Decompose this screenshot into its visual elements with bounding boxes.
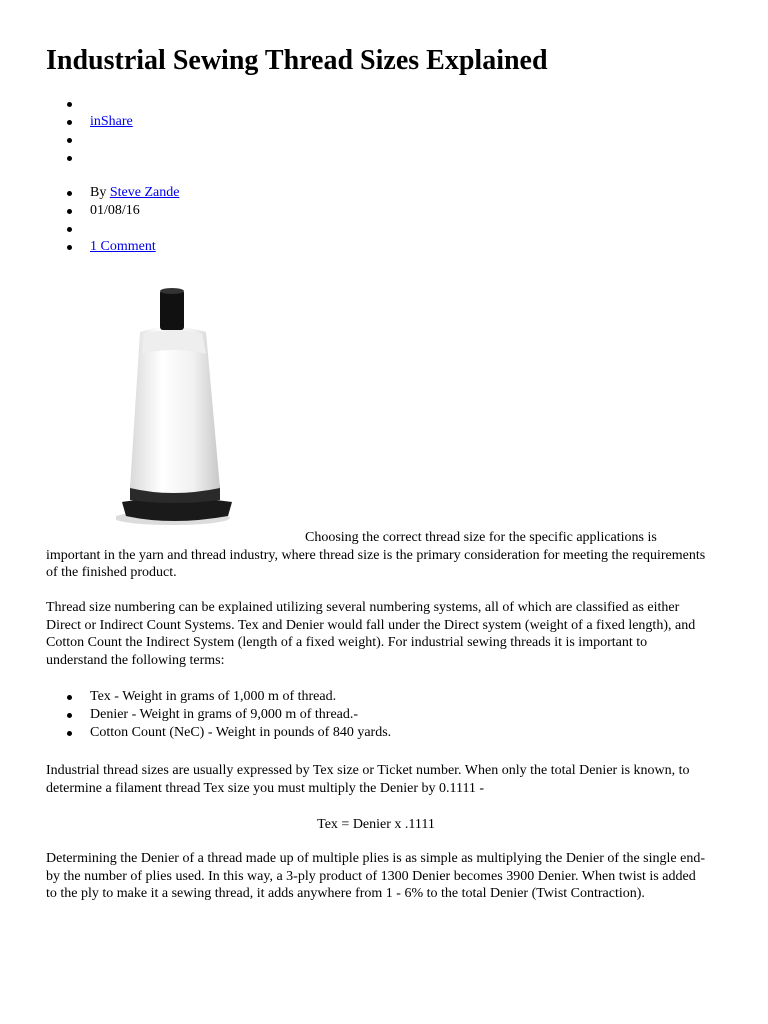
meta-comments xyxy=(46,238,179,256)
paragraph-plies: Determining the Denier of a thread made up of multiple plies is as simple as multiplying the Denier of the single end-by the number of plies used. In this way, a 3-ply product of 1300 Denier becomes 3900 Denier. When twist is added to the ply to make it a sewing thread, it adds anywhere from 1 - 6% to the total Denier (Twist Contraction). xyxy=(46,851,705,902)
thread-spool-image xyxy=(116,286,236,526)
article-title: Industrial Sewing Thread Sizes Explained xyxy=(46,45,548,76)
term-denier: Denier - Weight in grams of 9,000 m of thread.- xyxy=(46,706,391,724)
spool-core-top xyxy=(160,290,184,330)
paragraph-intro: Choosing the correct thread size for the specific applications is important in the yarn and thread industry, where thread size is the primary consideration for meeting the requirements of the finished product. xyxy=(46,530,706,581)
term-cotton-count: Cotton Count (NeC) - Weight in pounds of 840 yards. xyxy=(46,724,391,742)
meta-date: 01/08/16 xyxy=(46,202,179,220)
term-tex: Tex - Weight in grams of 1,000 m of thread. xyxy=(46,688,391,706)
spool-core-rim xyxy=(160,288,184,294)
paragraph-numbering: Thread size numbering can be explained utilizing several numbering systems, all of which are classified as either Direct or Indirect Count Systems. Tex and Denier would fall under the Direct system (weight of a fixed length), and Cotton Count the Indirect System (length of a fixed weight). For industrial sewing threads it is important to understand the following terms: xyxy=(46,600,696,668)
paragraph-industrial: Industrial thread sizes are usually expressed by Tex size or Ticket number. When only the total Denier is known, to determine a filament thread Tex size you must multiply the Denier by 0.1111 - xyxy=(46,763,690,796)
meta-empty xyxy=(46,220,179,238)
meta-author xyxy=(46,184,179,202)
share-item-empty-3 xyxy=(46,149,133,167)
author-link[interactable]: Steve Zande xyxy=(109,185,180,200)
meta-list xyxy=(46,184,179,256)
by-prefix: By xyxy=(90,185,110,200)
share-item-inshare xyxy=(46,113,133,131)
share-item-empty-2 xyxy=(46,131,133,149)
tex-formula: Tex = Denier x .1111 xyxy=(317,817,435,832)
comments-link[interactable]: 1 Comment xyxy=(90,239,156,254)
share-item-empty-1 xyxy=(46,95,133,113)
inshare-link[interactable]: inShare xyxy=(90,114,133,129)
terms-list xyxy=(46,688,391,742)
share-list xyxy=(46,95,133,167)
